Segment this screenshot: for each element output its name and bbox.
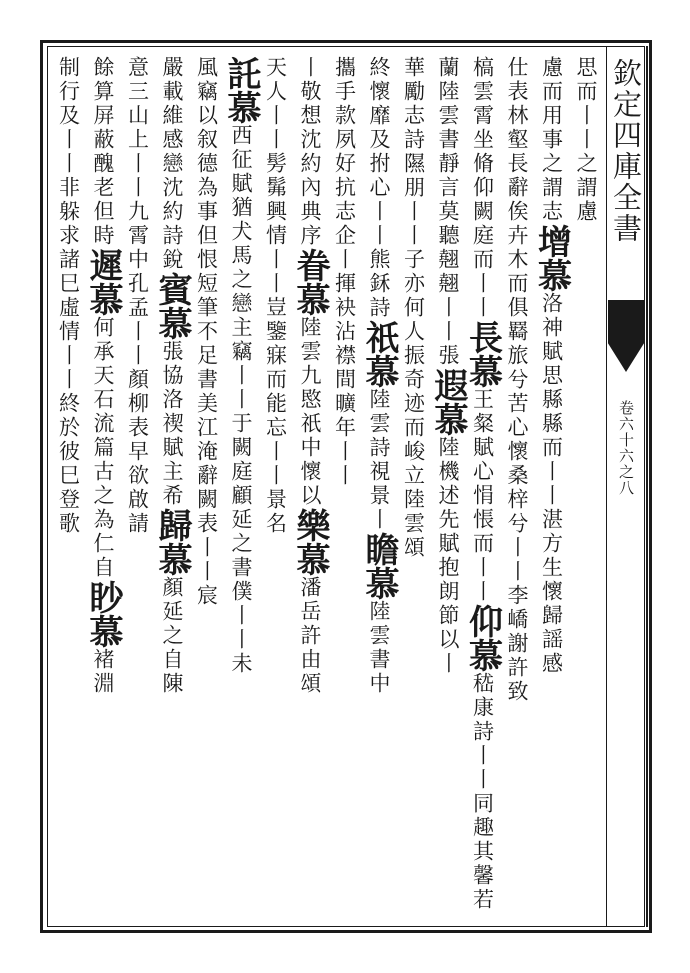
- right-rule: [646, 46, 648, 927]
- text-segment: 陸機述先賦抱朗節以丨: [436, 436, 460, 676]
- headword: 祇慕: [359, 320, 399, 388]
- text-segment: 仕表林壑長辭俟卉木而俱: [505, 56, 529, 320]
- text-segment: 羇旅兮苦心懷桑梓兮丨丨李嶠謝許致: [505, 320, 529, 704]
- text-segment: 意三山上丨丨九霄中: [125, 56, 150, 272]
- headword: 樂慕: [290, 508, 330, 576]
- headword: 遲慕: [83, 248, 123, 316]
- text-segment: 丨敬想沈約內典序: [298, 56, 322, 248]
- text-segment: 丨丨景名: [263, 440, 288, 536]
- juan-label: 卷六十六之八: [617, 400, 635, 496]
- headword: 眷慕: [290, 248, 330, 316]
- text-segment: 揮袂沾襟: [332, 272, 357, 368]
- text-segment: 陸雲九愍祇中懷以: [298, 316, 322, 508]
- text-segment: 間曠年丨丨: [332, 368, 357, 488]
- text-segment: 西征賦猶犬馬之戀主竊丨丨于闕庭顧延之書僕丨丨未: [229, 124, 253, 676]
- text-segment: 制行及丨丨非躲: [56, 56, 81, 224]
- headword: 託慕: [221, 56, 261, 124]
- text-segment: 張協洛禊賦主希: [160, 340, 184, 508]
- headword: 瞻慕: [359, 532, 399, 600]
- text-column: [500, 56, 535, 916]
- headword: 眇慕: [83, 580, 123, 648]
- headword: 仰慕: [462, 604, 503, 672]
- text-segment: 蘭陸雲書靜言莫聽翹翹丨丨張: [436, 56, 460, 368]
- text-segment: 洛神賦思縣縣而丨丨湛方生懷歸謡感: [539, 292, 564, 676]
- text-segment: 孔孟丨丨顏柳: [125, 272, 150, 416]
- text-segment: 風竊以叙德為事但恨短筆不足書美江淹辭闕表丨丨宸: [194, 56, 219, 608]
- text-column: [120, 56, 155, 916]
- text-column: [189, 56, 224, 916]
- headword: 歸慕: [152, 508, 192, 576]
- text-segment: 求諸巳虛情丨丨終於彼巳: [56, 224, 81, 488]
- text-column: [221, 56, 261, 916]
- text-column: [569, 56, 604, 916]
- text-segment: 丨丨豈鑒寐而能忘: [263, 248, 288, 440]
- text-segment: 王粲賦心悁: [470, 388, 495, 508]
- headword: 長慕: [462, 320, 503, 388]
- text-segment: 思而丨丨之謂慮: [574, 56, 598, 224]
- text-column: [462, 56, 503, 916]
- text-segment: 潘岳許由頌: [298, 576, 322, 696]
- text-segment: 攜手款夙好抗志企丨: [332, 56, 357, 272]
- text-column: [531, 56, 572, 916]
- text-column: [152, 56, 192, 916]
- text-segment: 陸雲書中: [367, 600, 391, 696]
- text-segment: 餘算屏蔽醜老但時: [91, 56, 115, 248]
- text-column: [396, 56, 431, 916]
- headword: 賓慕: [152, 272, 192, 340]
- headword: 增慕: [531, 224, 572, 292]
- text-segment: 華勵志詩隰朋丨丨子亦何人: [401, 56, 426, 344]
- text-segment: 嵇康詩丨丨同趣其馨若: [470, 672, 495, 912]
- text-segment: 嚴載維感戀沈約詩銳: [160, 56, 184, 272]
- text-column: [428, 56, 468, 916]
- text-segment: 褚淵: [91, 648, 115, 696]
- text-segment: 終懷靡及拊心丨丨熊鉌詩: [367, 56, 391, 320]
- text-column: [327, 56, 362, 916]
- text-segment: 槁雲霄坐脩仰闕庭而丨丨: [470, 56, 495, 320]
- text-segment: 登歌: [56, 488, 81, 536]
- text-column: [359, 56, 399, 916]
- text-segment: 悵而丨丨: [470, 508, 495, 604]
- text-column: [258, 56, 293, 916]
- headword: 遐慕: [428, 368, 468, 436]
- text-segment: 表早欲啟請: [125, 416, 150, 536]
- text-segment: 陸雲詩視景丨: [367, 388, 391, 532]
- text-column: [83, 56, 123, 916]
- text-column: [51, 56, 86, 916]
- text-segment: 何承天石流篇古之為仁自: [91, 316, 115, 580]
- text-segment: 慮而用事之謂志: [539, 56, 564, 224]
- text-segment: 顏延之自陳: [160, 576, 184, 696]
- text-segment: 振奇迹而峻立陸雲頌: [401, 344, 426, 560]
- text-column: [290, 56, 330, 916]
- text-segment: 天人丨丨髣髴興情: [263, 56, 288, 248]
- book-title: 欽定四庫全書: [609, 58, 643, 244]
